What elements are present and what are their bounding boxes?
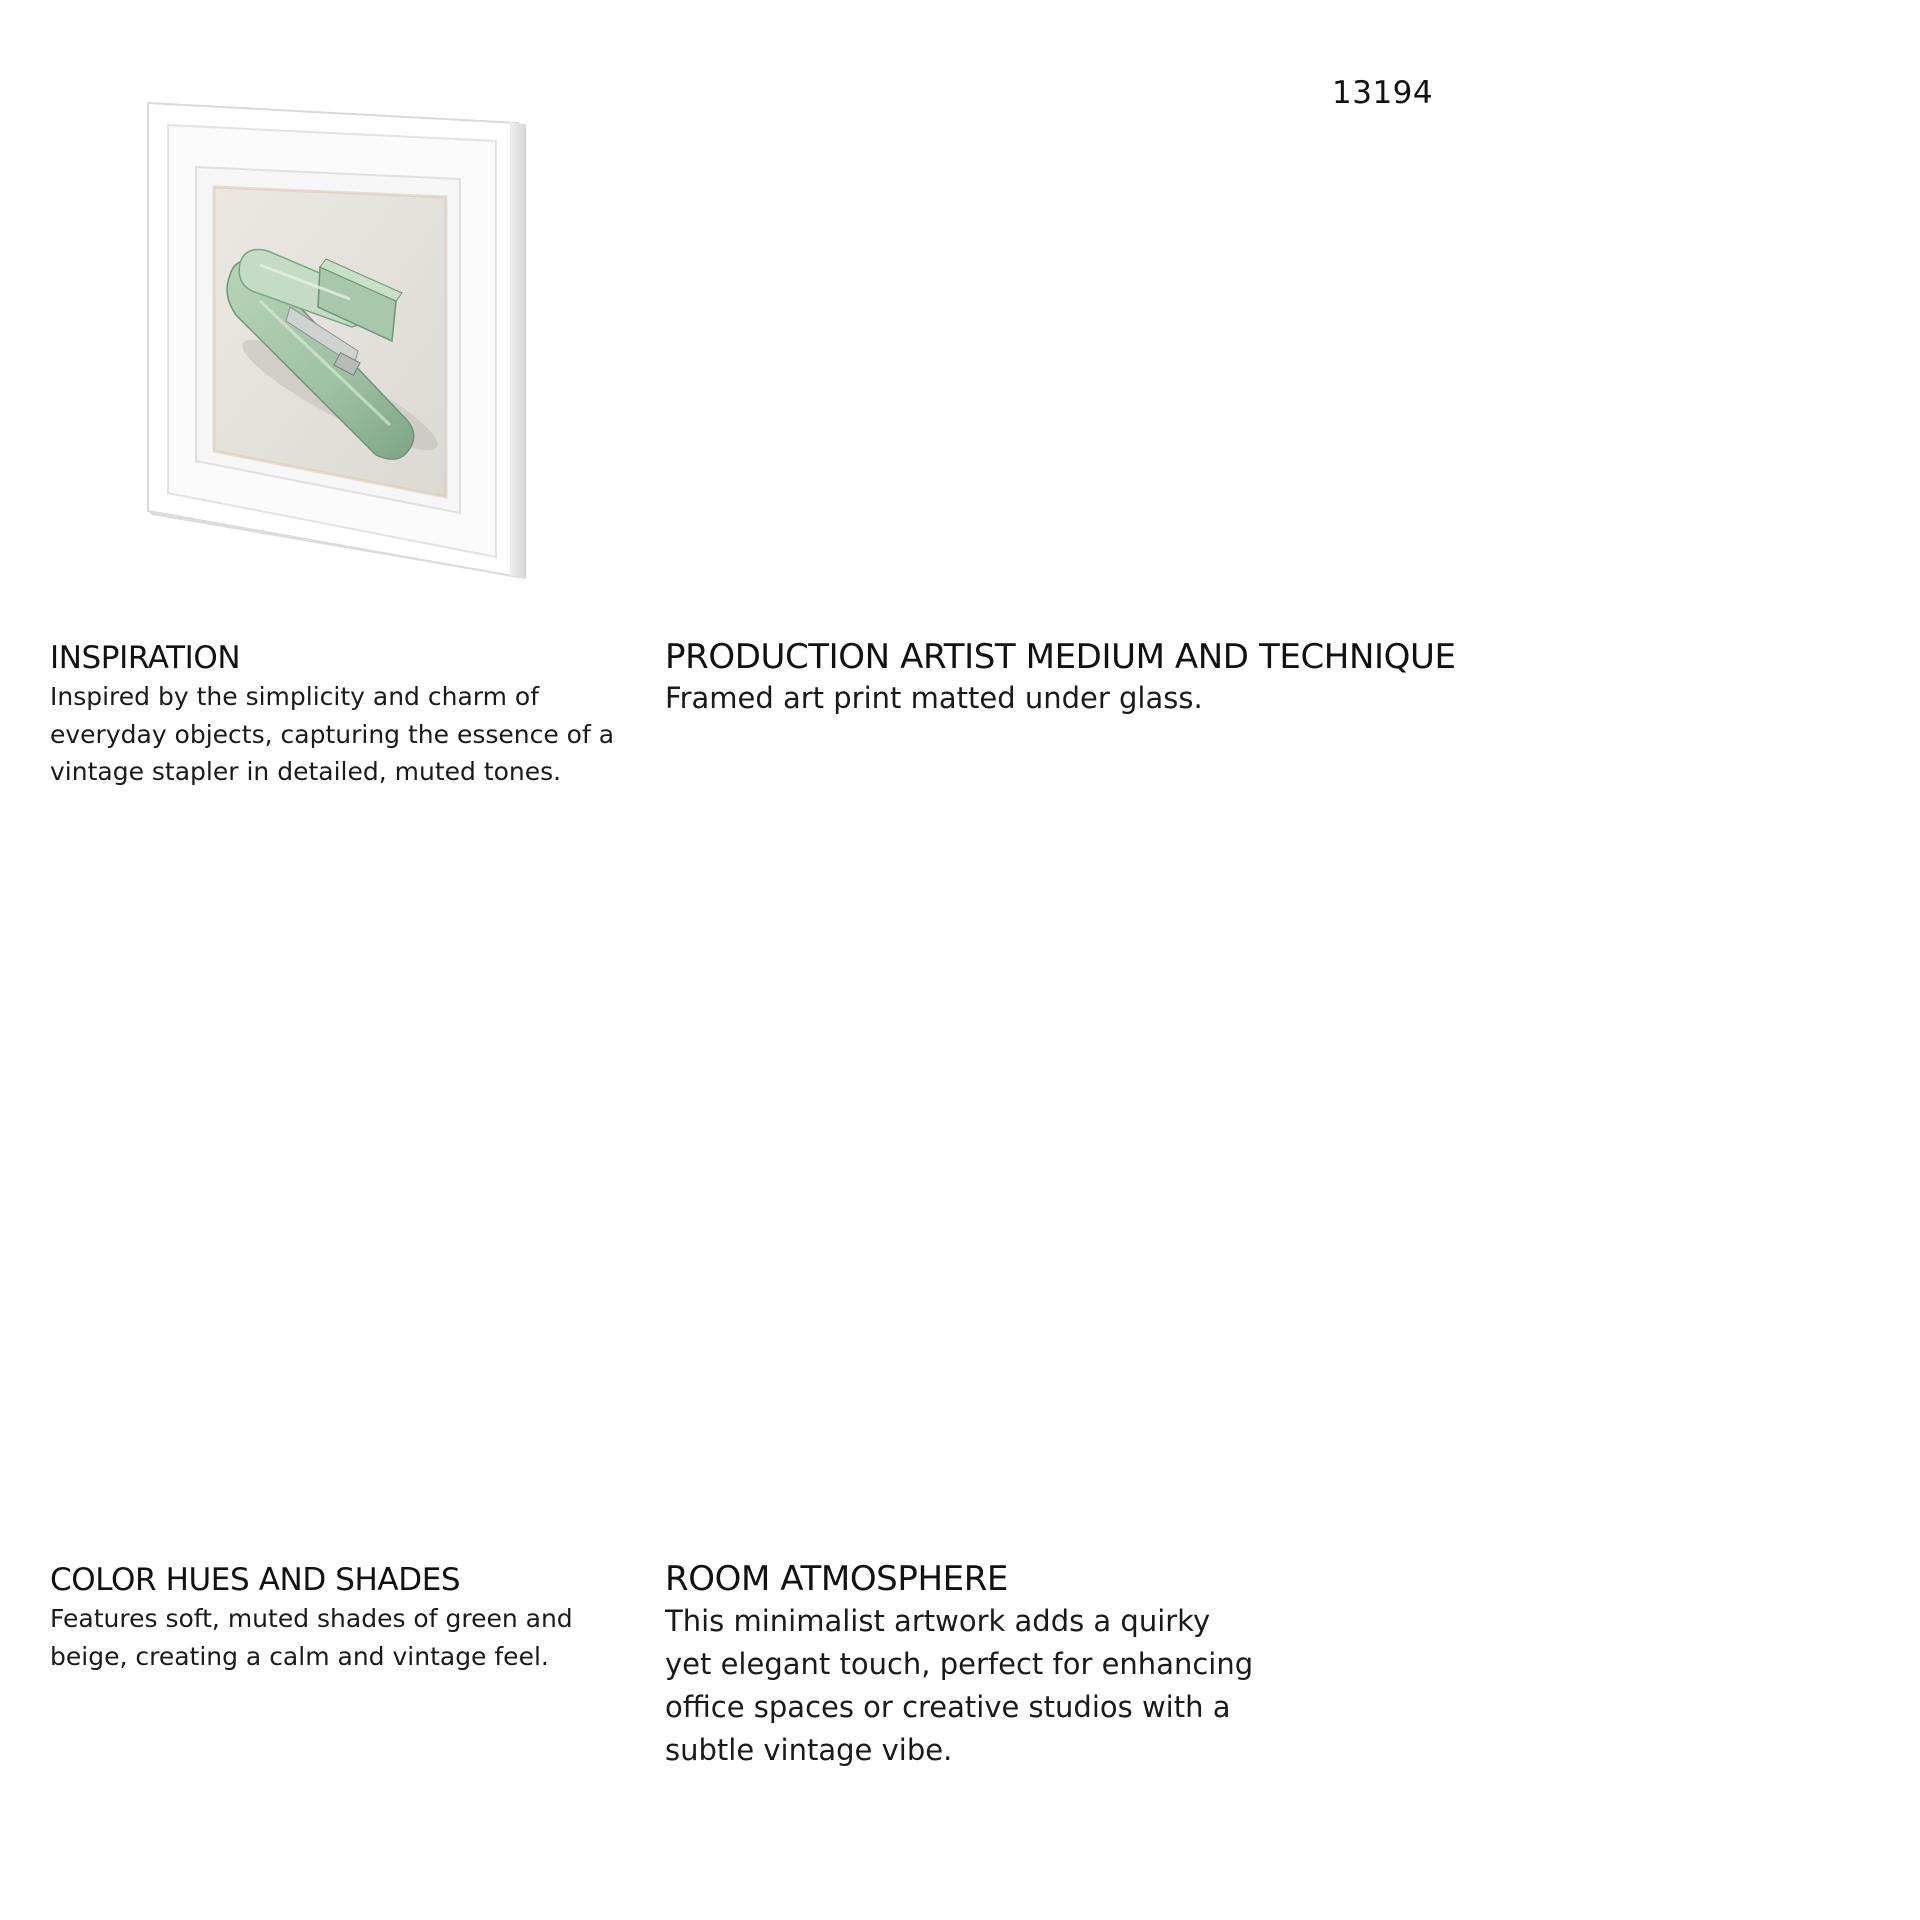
color-section xyxy=(50,1560,620,1675)
color-heading: COLOR HUES AND SHADES xyxy=(50,1562,461,1598)
inspiration-section xyxy=(50,638,620,791)
color-text: Features soft, muted shades of green and beige, creating a calm and vintage feel. xyxy=(50,1604,573,1671)
room-atmosphere-text: This minimalist artwork adds a quirky yet elegant touch, perfect for enhancing office spaces or creative studios with a subtle vintage vibe. xyxy=(665,1604,1254,1767)
framed-artwork-image xyxy=(140,95,540,585)
stapler-artwork-icon xyxy=(140,95,540,585)
production-section xyxy=(665,636,1485,718)
inspiration-heading: INSPIRATION xyxy=(50,640,241,676)
production-heading: PRODUCTION ARTIST MEDIUM AND TECHNIQUE xyxy=(665,637,1456,677)
room-atmosphere-heading: ROOM ATMOSPHERE xyxy=(665,1559,1009,1599)
inspiration-text: Inspired by the simplicity and charm of everyday objects, capturing the essence of a vintage stapler in detailed, muted tones. xyxy=(50,682,615,786)
room-atmosphere-section xyxy=(665,1558,1265,1772)
production-text: Framed art print matted under glass. xyxy=(665,681,1203,715)
product-sku: 13194 xyxy=(1332,75,1434,111)
